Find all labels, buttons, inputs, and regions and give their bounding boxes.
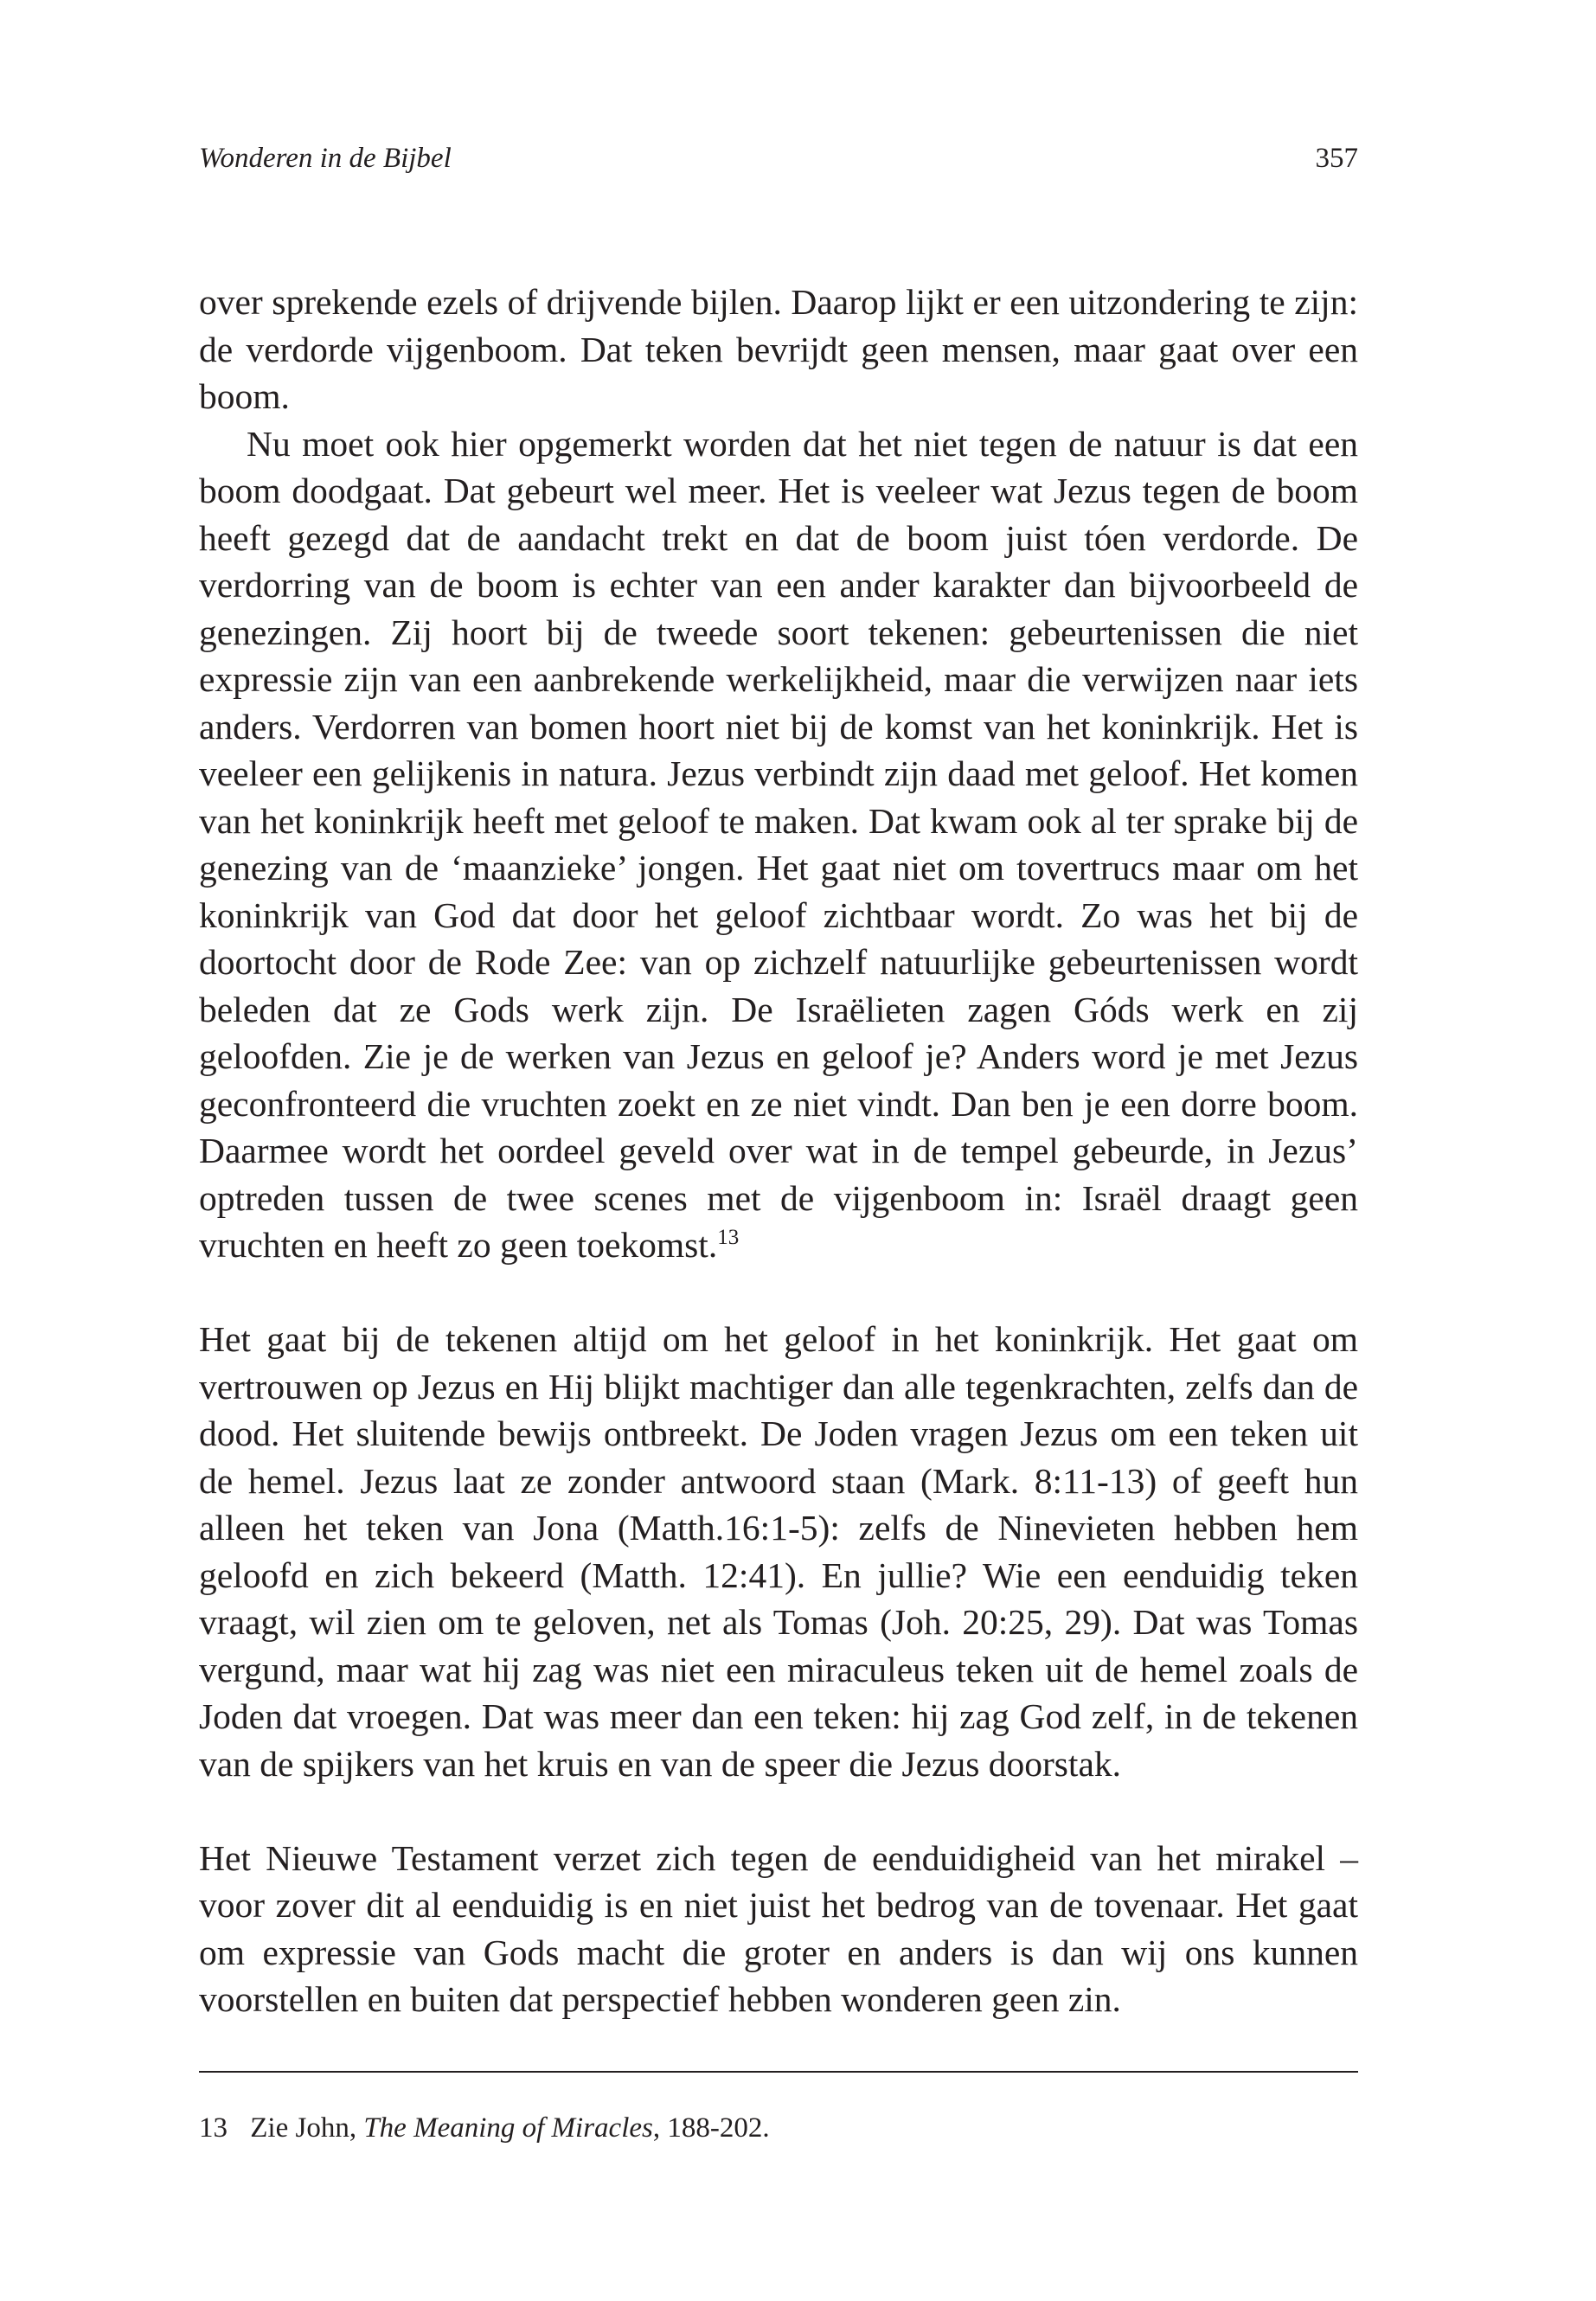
- paragraph-verdorde-vijgenboom: [199, 420, 1358, 1269]
- page-number: 357: [1315, 143, 1358, 174]
- paragraph-text: Nu moet ook hier opgemerkt worden dat het niet tegen de natuur is dat een boom doodgaat. Dat gebeurt wel meer. Het is veeleer wat Jezus tegen de boom heeft gezegd dat de aandacht trekt en dat de boom juist tóen verdorde. De verdorring van de boom is echter van een ander karakter dan bijvoorbeeld de genezingen. Zij hoort bij de tweede soort tekenen: gebeurtenissen die niet expressie zijn van een aanbrekende werkelijkheid, maar die verwijzen naar iets anders. Verdorren van bomen hoort niet bij de komst van het koninkrijk. Het is veeleer een gelijkenis in natura. Jezus verbindt zijn daad met geloof. Het komen van het koninkrijk heeft met geloof te maken. Dat kwam ook al ter sprake bij de genezing van de ‘maanzieke’ jongen. Het gaat niet om tovertrucs maar om het koninkrijk van God dat door het geloof zichtbaar wordt. Zo was het bij de doortocht door de Rode Zee: van op zichzelf natuurlijke gebeurtenissen wordt beleden dat ze Gods werk zijn. De Israëlieten zagen Góds werk en zij geloofden. Zie je de werken van Jezus en geloof je? Anders word je met Jezus geconfronteerd die vruchten zoekt en ze niet vindt. Dan ben je een dorre boom. Daarmee wordt het oordeel geveld over wat in de tempel gebeurde, in Jezus’ optreden tussen de twee scenes met de vijgenboom in: Israël draagt geen vruchten en heeft zo geen toekomst.: [199, 423, 1358, 1265]
- footnote: [199, 2107, 1358, 2149]
- paragraph-continued: over sprekende ezels of drijvende bijlen. Daarop lijkt er een uitzondering te zijn: de verdorde vijgenboom. Dat teken bevrijdt geen mensen, maar gaat over een boom.: [199, 282, 1358, 416]
- footnote-divider: [199, 2071, 1358, 2073]
- paragraph-nieuwe-testament: Het Nieuwe Testament verzet zich tegen de eenduidigheid van het mirakel – voor zover dit al eenduidig is en niet juist het bedrog van de tovenaar. Het gaat om expressie van Gods macht die groter en anders is dan wij ons kunnen voorstellen en buiten dat perspectief hebben wonderen geen zin.: [199, 1837, 1358, 2019]
- footnote-number: 13: [199, 2112, 228, 2144]
- footnote-pages: , 188-202.: [652, 2112, 770, 2144]
- footnote-book-title: The Meaning of Miracles: [363, 2112, 653, 2144]
- footnote-lead: Zie John,: [250, 2112, 357, 2144]
- body-text: [199, 279, 1358, 2023]
- footnote-reference[interactable]: 13: [717, 1226, 740, 1249]
- paragraph-tekenen-geloof: Het gaat bij de tekenen altijd om het geloof in het koninkrijk. Het gaat om vertrouwen op Jezus en Hij blijkt machtiger dan alle tegenkrachten, zelfs dan de dood. Het sluitende bewijs ontbreekt. De Joden vragen Jezus om een teken uit de hemel. Jezus laat ze zonder antwoord staan (Mark. 8:11-13) of geeft hun alleen het teken van Jona (Matth.16:1-5): zelfs de Ninevieten hebben hem geloofd en zich bekeerd (Matth. 12:41). En jullie? Wie een eenduidig teken vraagt, wil zien om te geloven, net als Tomas (Joh. 20:25, 29). Dat was Tomas vergund, maar wat hij zag was niet een miraculeus teken uit de hemel zoals de Joden dat vroegen. Dat was meer dan een teken: hij zag God zelf, in de tekenen van de spijkers van het kruis en van de speer die Jezus doorstak.: [199, 1319, 1358, 1784]
- running-head: [199, 137, 1358, 180]
- running-title: Wonderen in de Bijbel: [199, 143, 452, 174]
- footnotes: [199, 2107, 1358, 2149]
